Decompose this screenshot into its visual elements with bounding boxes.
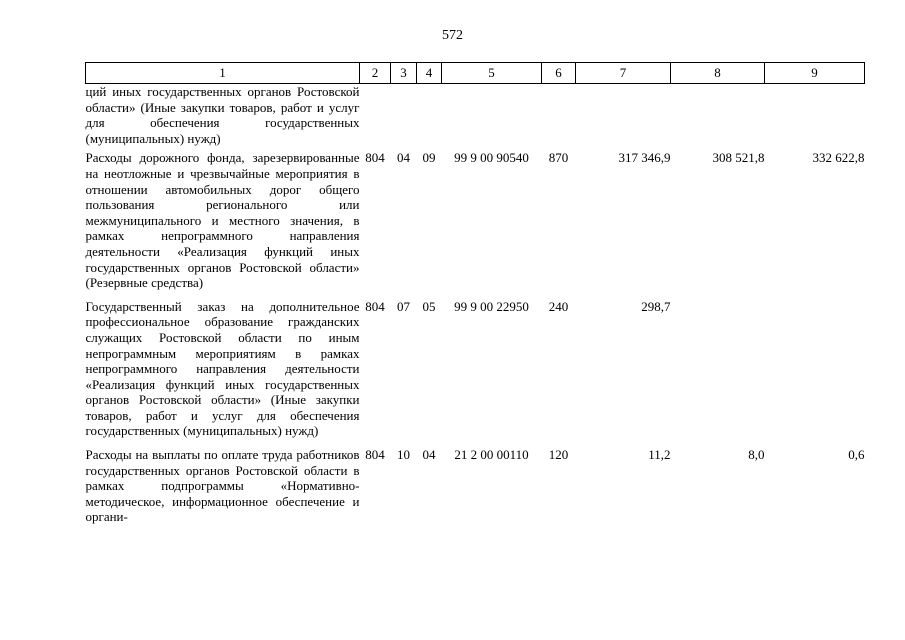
row-expense-type: 240	[548, 298, 569, 314]
row-ministry-code: 804	[365, 298, 385, 314]
budget-table	[85, 62, 865, 529]
column-header-5: 5	[442, 63, 542, 84]
row-expense-type: 120	[548, 447, 569, 463]
row-target-article: 99 9 00 22950	[454, 298, 529, 314]
column-header-3: 3	[391, 63, 417, 84]
table-row	[86, 295, 865, 443]
column-header-7: 7	[576, 63, 671, 84]
column-header-6: 6	[542, 63, 576, 84]
row-ministry-code	[360, 84, 391, 147]
column-header-9: 9	[765, 63, 865, 84]
row-target-article: 99 9 00 90540	[454, 150, 529, 166]
row-ministry-code: 804	[365, 150, 385, 166]
row-expense-type	[542, 84, 576, 147]
column-header-1: 1	[86, 63, 360, 84]
row-amount-col7: 317 346,9	[618, 150, 671, 166]
row-amount-col8	[671, 295, 765, 443]
row-target-article	[442, 84, 542, 147]
column-header-8: 8	[671, 63, 765, 84]
row-amount-col8	[671, 84, 765, 147]
row-amount-col8: 308 521,8	[712, 150, 765, 166]
row-expense-type: 870	[548, 150, 569, 166]
row-subsection-code: 04	[422, 447, 436, 463]
row-amount-col8: 8,0	[748, 447, 765, 463]
row-section-code: 07	[397, 298, 410, 314]
table-row	[86, 146, 865, 294]
row-target-article: 21 2 00 00110	[454, 447, 529, 463]
column-header-4: 4	[417, 63, 442, 84]
row-subsection-code: 05	[422, 298, 436, 314]
row-description: ций иных государственных органов Ростовской области» (Иные закупки товаров, работ и услуг для обеспечения государственных (муниципальных) нужд)	[85, 84, 360, 146]
row-subsection-code: 09	[422, 150, 436, 166]
column-header-2: 2	[360, 63, 391, 84]
table-row	[86, 84, 865, 147]
row-amount-col9: 332 622,8	[812, 150, 865, 166]
table-header-row	[86, 63, 865, 84]
row-ministry-code: 804	[365, 447, 385, 463]
row-amount-col7: 11,2	[648, 447, 671, 463]
table-row	[86, 443, 865, 529]
row-amount-col7	[576, 84, 671, 147]
row-section-code: 10	[397, 447, 410, 463]
row-description: Расходы дорожного фонда, зарезервированные на неотложные и чрезвычайные мероприятия в отношении автомобильных дорог общего пользования регионального или межмуниципального и местного значения, в рамках непрограммного направления деятельности «Реализация функций иных государственных органов Ростовской области» (Резервные средства)	[85, 150, 360, 291]
row-amount-col9	[765, 84, 865, 147]
row-amount-col7: 298,7	[641, 298, 671, 314]
row-description: Расходы на выплаты по оплате труда работников государственных органов Ростовской области в рамках подпрограммы «Нормативно-методическое, информационное обеспечение и органи-	[85, 447, 360, 525]
page-number: 572	[442, 28, 463, 43]
row-subsection-code	[417, 84, 442, 147]
row-amount-col9: 0,6	[848, 447, 865, 463]
row-description: Государственный заказ на дополнительное профессиональное образование гражданских служащих Ростовской области по иным непрограммным мероприятиям в рамках непрограммного направления деятельности «Реализация функций иных государственных органов Ростовской области» (Иные закупки товаров, работ и услуг для обеспечения государственных (муниципальных) нужд)	[85, 298, 360, 439]
row-amount-col9	[765, 295, 865, 443]
row-section-code: 04	[397, 150, 410, 166]
row-section-code	[391, 84, 417, 147]
